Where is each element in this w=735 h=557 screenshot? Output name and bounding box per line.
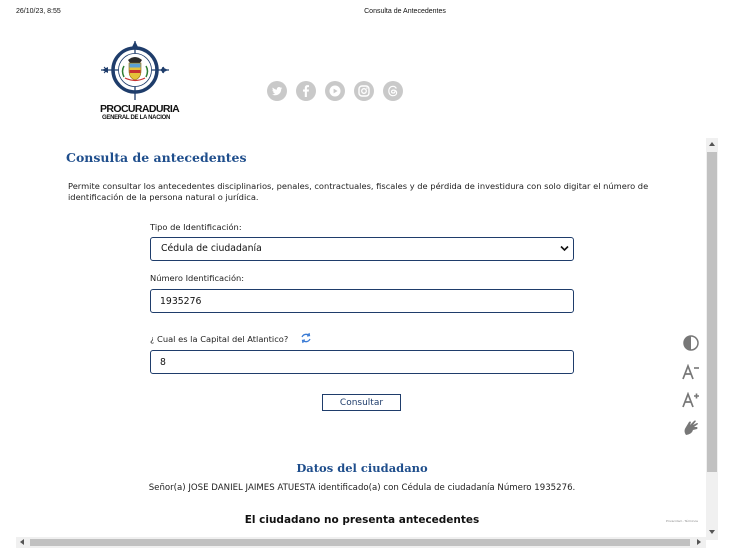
scroll-left-icon[interactable] <box>20 539 24 545</box>
youtube-icon[interactable] <box>325 81 345 101</box>
security-question-label: ¿ Cual es la Capital del Atlantico? <box>150 334 289 344</box>
facebook-icon[interactable] <box>296 81 316 101</box>
scroll-up-icon[interactable] <box>709 142 715 146</box>
intro-text: Permite consultar los antecedentes disciplinarios, penales, contractuales, fiscales y de pérdida de investidura con solo digitar el número de identificación de la persona natural o jurídica. <box>68 181 649 202</box>
security-answer-input[interactable] <box>150 350 574 374</box>
vertical-scroll-thumb[interactable] <box>707 152 717 472</box>
procuraduria-logo[interactable] <box>98 40 180 126</box>
recaptcha-badge[interactable]: Privacidad - Términos <box>666 519 698 523</box>
scroll-right-icon[interactable] <box>697 539 701 545</box>
page-title: Consulta de antecedentes <box>66 150 247 165</box>
contrast-icon[interactable] <box>680 332 702 354</box>
social-links <box>267 81 403 101</box>
citizen-info-line: Señor(a) JOSE DANIEL JAIMES ATUESTA identificado(a) con Cédula de ciudadanía Número 1935276. <box>148 483 576 493</box>
print-date: 26/10/23, 8:55 <box>16 8 61 15</box>
tipo-identificacion-label: Tipo de Identificación: <box>150 222 242 232</box>
instagram-icon[interactable] <box>354 81 374 101</box>
numero-identificacion-label: Número Identificación: <box>150 273 245 283</box>
consultar-button[interactable]: Consultar <box>322 394 401 411</box>
print-header <box>0 8 735 20</box>
scroll-down-icon[interactable] <box>709 530 715 534</box>
numero-identificacion-input[interactable] <box>150 289 574 313</box>
logo-name: PROCURADURIA <box>100 103 180 115</box>
coat-of-arms-icon <box>100 40 170 102</box>
refresh-question-icon[interactable] <box>300 332 312 344</box>
logo-subtitle: GENERAL DE LA NACION <box>102 115 171 121</box>
chevron-down-icon <box>560 245 569 252</box>
sign-language-icon[interactable] <box>680 417 702 439</box>
twitter-icon[interactable] <box>267 81 287 101</box>
threads-icon[interactable] <box>383 81 403 101</box>
vertical-scrollbar[interactable] <box>706 138 718 540</box>
no-antecedentes-result: El ciudadano no presenta antecedentes <box>244 514 480 526</box>
horizontal-scrollbar[interactable] <box>16 537 706 548</box>
tipo-identificacion-select[interactable] <box>150 237 574 261</box>
datos-ciudadano-title: Datos del ciudadano <box>296 461 428 475</box>
font-increase-icon[interactable] <box>680 389 702 411</box>
horizontal-scroll-thumb[interactable] <box>30 539 690 546</box>
tipo-identificacion-value: Cédula de ciudadanía <box>161 243 262 254</box>
print-title: Consulta de Antecedentes <box>364 8 446 15</box>
font-decrease-icon[interactable] <box>680 361 702 383</box>
